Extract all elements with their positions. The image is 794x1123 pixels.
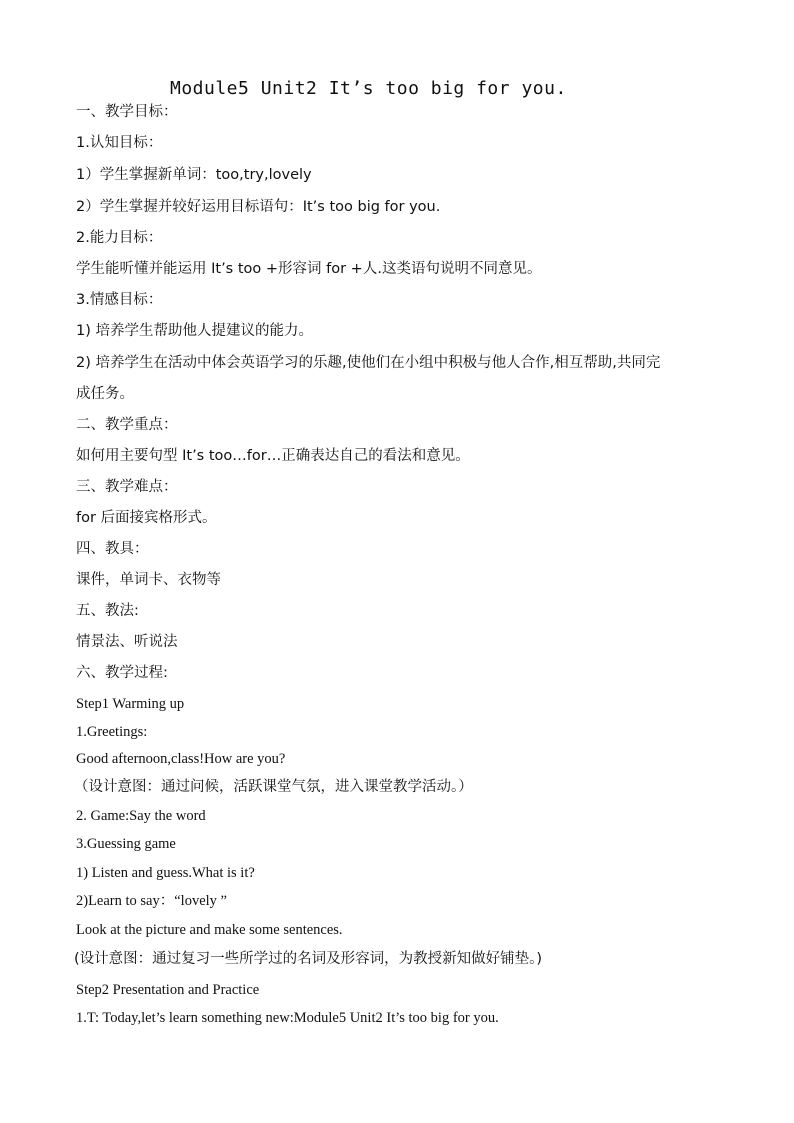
text-line: 3.Guessing game (76, 836, 176, 852)
text-line: 学生能听懂并能运用 It’s too +形容词 for +人.这类语句说明不同意见。 (76, 261, 542, 277)
text-line: Good afternoon,class!How are you? (76, 751, 286, 767)
text-line: 2. Game:Say the word (76, 808, 206, 824)
section-heading-teaching-aids: 四、教具： (76, 541, 149, 557)
text-line: 情景法、听说法 (76, 634, 178, 650)
text-line: Look at the picture and make some sentences. (76, 922, 343, 938)
subheading-ability-objectives: 2.能力目标： (76, 230, 163, 246)
section-heading-objectives: 一、教学目标： (76, 104, 178, 120)
text-line: 1.T: Today,let’s learn something new:Module5 Unit2 It’s too big for you. (76, 1010, 499, 1026)
subheading-cognitive-objectives: 1.认知目标： (76, 135, 163, 151)
text-line: for 后面接宾格形式。 (76, 510, 217, 526)
design-note: （设计意图：通过问候，活跃课堂气氛，进入课堂教学活动。） (74, 779, 473, 795)
text-line: 课件，单词卡、衣物等 (76, 572, 221, 588)
section-heading-methods: 五、教法: (76, 603, 139, 619)
section-heading-process: 六、教学过程: (76, 665, 168, 681)
text-line: 2)Learn to say：“lovely ” (76, 893, 227, 909)
text-line: 1.Greetings: (76, 724, 148, 740)
step-heading: Step1 Warming up (76, 696, 185, 712)
section-heading-key-points: 二、教学重点： (76, 417, 178, 433)
text-line: 2）学生掌握并较好运用目标语句：It’s too big for you. (76, 199, 441, 215)
step-heading: Step2 Presentation and Practice (76, 982, 260, 998)
text-line: 1）学生掌握新单词：too,try,lovely (76, 167, 312, 183)
text-line: 成任务。 (76, 386, 134, 402)
design-note: (设计意图：通过复习一些所学过的名词及形容词，为教授新知做好铺垫。) (74, 951, 543, 967)
section-heading-difficult-points: 三、教学难点： (76, 479, 178, 495)
text-line: 1) 培养学生帮助他人提建议的能力。 (76, 323, 313, 339)
text-line: 如何用主要句型 It’s too…for…正确表达自己的看法和意见。 (76, 448, 470, 464)
document-title: Module5 Unit2 It’s too big for you. (170, 78, 567, 99)
text-line: 2) 培养学生在活动中体会英语学习的乐趣,使他们在小组中积极与他人合作,相互帮助,共同完 (76, 355, 661, 371)
subheading-affective-objectives: 3.情感目标： (76, 292, 163, 308)
text-line: 1) Listen and guess.What is it? (76, 865, 255, 881)
